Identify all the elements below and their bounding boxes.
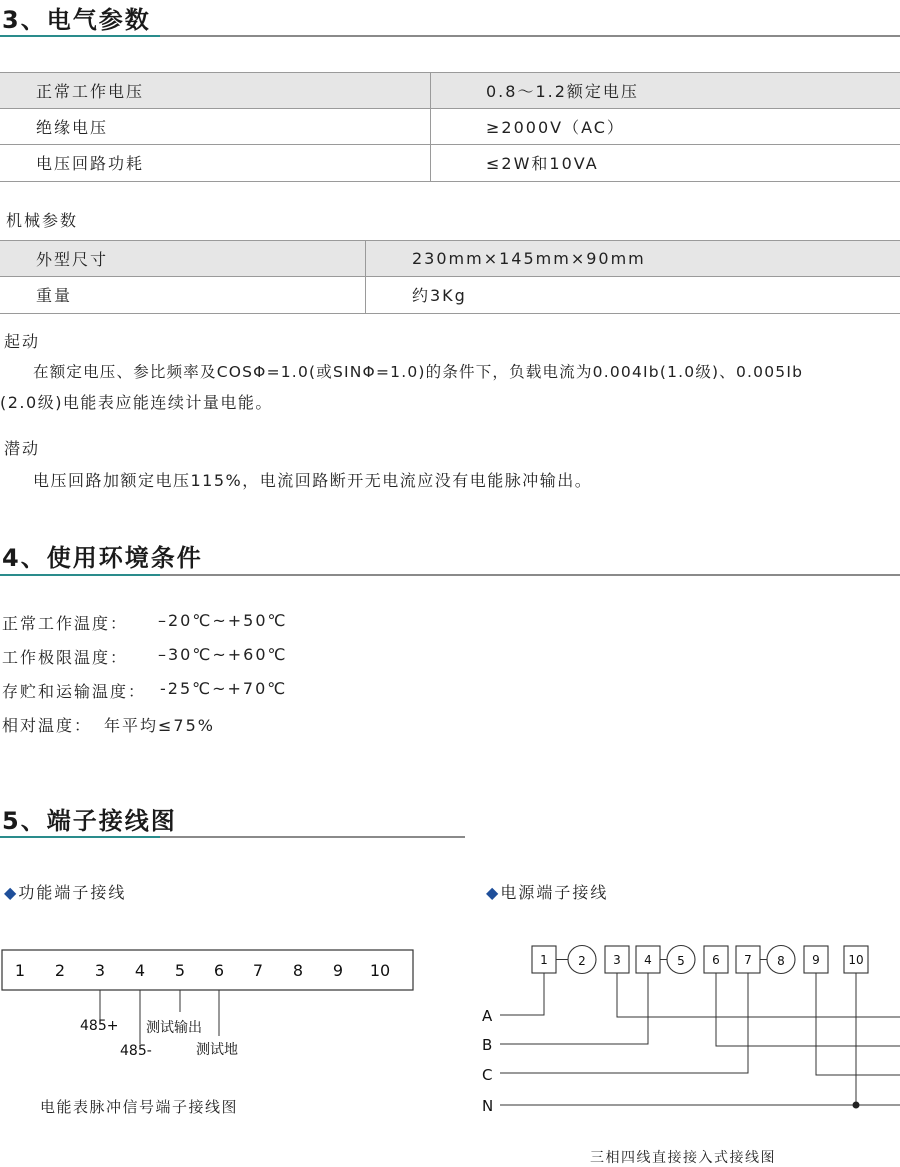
terminal-number: 4 <box>134 961 146 980</box>
section3-title: 3、电气参数 <box>2 6 151 34</box>
power-terminal-number: 8 <box>777 954 785 968</box>
param-label: 电压回路功耗 <box>36 154 145 173</box>
param-label: 绝缘电压 <box>36 118 109 137</box>
phase-label: N <box>482 1097 494 1115</box>
power-terminal-number: 4 <box>644 953 652 967</box>
terminal-number: 8 <box>292 961 304 980</box>
creep-text: 电压回路加额定电压115%，电流回路断开无电流应没有电能脉冲输出。 <box>33 471 593 490</box>
env-item-value: –20℃~+50℃ <box>158 611 288 630</box>
env-item-value: -25℃~+70℃ <box>160 679 288 698</box>
phase-b-line <box>500 973 648 1044</box>
param-value: ≤2W和10VA <box>486 154 599 173</box>
pulse-terminal-diagram <box>0 940 420 1065</box>
power-terminal-number: 3 <box>613 953 621 967</box>
pulse-diagram-caption: 电能表脉冲信号端子接线图 <box>40 1098 239 1116</box>
env-item-label: 相对温度： <box>2 716 93 735</box>
power-terminal-number: 5 <box>677 954 685 968</box>
terminal-number: 10 <box>369 961 391 980</box>
section5-rule-accent <box>0 836 160 838</box>
power-terminal-number: 6 <box>712 953 720 967</box>
terminal-label: 485+ <box>80 1018 119 1034</box>
param-label: 外型尺寸 <box>36 250 109 269</box>
param-value: 230mm×145mm×90mm <box>412 249 646 268</box>
power-terminal-number: 7 <box>744 953 752 967</box>
power-terminal-number: 2 <box>578 954 586 968</box>
creep-title: 潜动 <box>4 439 41 458</box>
power-terminal-number: 1 <box>540 953 548 967</box>
power-terminal-number: 10 <box>848 953 864 967</box>
power-diagram-caption: 三相四线直接接入式接线图 <box>590 1150 776 1166</box>
terminal-label: 测试输出 <box>146 1020 202 1036</box>
phase-a-load-line <box>617 973 900 1017</box>
terminal-number: 5 <box>174 961 186 980</box>
env-item-label: 存贮和运输温度： <box>2 682 147 701</box>
table-row <box>0 73 900 108</box>
table-row <box>0 145 900 180</box>
phase-b-load-line <box>716 973 900 1046</box>
terminal-number: 6 <box>213 961 225 980</box>
start-text-line1: 在额定电压、参比频率及COSΦ=1.0(或SINΦ=1.0)的条件下，负载电流为0.004Ib(1.0级)、0.005Ib <box>33 363 804 381</box>
env-item-label: 工作极限温度： <box>2 648 129 667</box>
diamond-bullet-icon: ◆ <box>4 883 19 902</box>
terminal-number: 9 <box>332 961 344 980</box>
param-label: 重量 <box>36 286 73 305</box>
mech-params-title: 机械参数 <box>6 211 79 230</box>
param-label: 正常工作电压 <box>36 82 145 101</box>
diamond-bullet-icon: ◆ <box>486 883 501 902</box>
env-item-value: 年平均≤75% <box>104 716 215 735</box>
terminal-number: 1 <box>14 961 26 980</box>
section4-rule-accent <box>0 574 160 576</box>
function-terminal-heading: ◆功能端子接线 <box>4 883 127 902</box>
phase-c-line <box>500 973 748 1073</box>
power-terminal-heading: ◆电源端子接线 <box>486 883 609 902</box>
phase-a-line <box>500 973 544 1015</box>
start-text-line2: (2.0级)电能表应能连续计量电能。 <box>0 393 273 412</box>
terminal-number: 3 <box>94 961 106 980</box>
section4-title: 4、使用环境条件 <box>2 544 203 572</box>
terminal-number: 7 <box>252 961 264 980</box>
table-row <box>0 277 900 312</box>
section3-rule-accent <box>0 35 160 37</box>
param-value: 约3Kg <box>412 286 467 305</box>
param-value: 0.8～1.2额定电压 <box>486 82 639 101</box>
power-wiring-diagram <box>470 930 900 1120</box>
param-value: ≥2000V（AC） <box>486 118 625 137</box>
junction-dot <box>853 1102 860 1109</box>
env-item-value: –30℃~+60℃ <box>158 645 288 664</box>
terminal-number: 2 <box>54 961 66 980</box>
phase-label: B <box>482 1036 493 1054</box>
env-item-label: 正常工作温度： <box>2 614 129 633</box>
table-row <box>0 241 900 276</box>
terminal-label: 测试地 <box>196 1042 238 1058</box>
terminal-label: 485- <box>120 1043 152 1059</box>
power-terminal-number: 9 <box>812 953 820 967</box>
start-title: 起动 <box>4 332 41 351</box>
section5-title: 5、端子接线图 <box>2 807 177 835</box>
phase-label: C <box>482 1066 493 1084</box>
phase-c-load-line <box>816 973 900 1075</box>
phase-label: A <box>482 1007 493 1025</box>
table-row <box>0 109 900 144</box>
